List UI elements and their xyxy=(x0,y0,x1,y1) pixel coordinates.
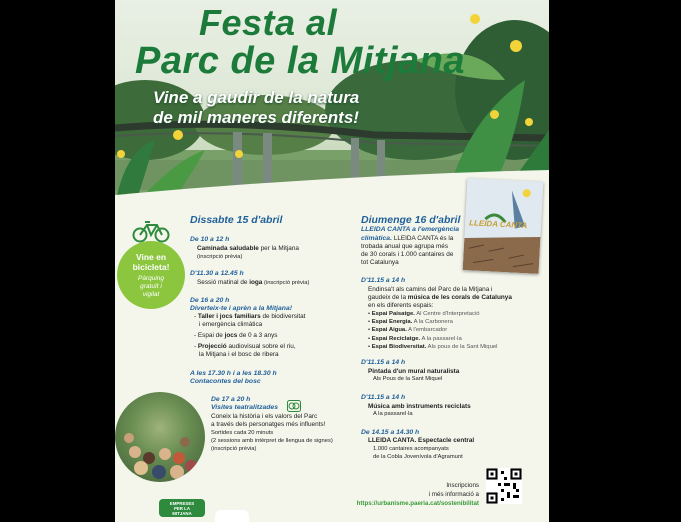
saturday-heading: Dissabte 15 d'abril xyxy=(190,214,283,226)
empreses-mitjana-logo xyxy=(159,499,205,517)
bike-parking-badge xyxy=(117,241,185,309)
coral-space-item: • Espai Paisatge. Al Centre d'Interpretació xyxy=(368,311,480,317)
sun-event3-place: Als Pous de la Sant Miquel xyxy=(373,376,443,382)
coral-space-item: • Espai Biodiversitat. Als pous de la Sant Miquel xyxy=(368,343,498,350)
logo-line1: EMPRESES xyxy=(169,501,195,506)
sat-event3-time: De 16 a 20 h xyxy=(190,297,230,304)
tagline-line1: Vine a gaudir de la natura xyxy=(153,88,360,107)
sat-event5-time: De 17 a 20 h xyxy=(211,396,251,403)
sat-event5-line2: a través dels personatges més influents! xyxy=(211,421,326,428)
event-poster xyxy=(115,0,549,522)
storytelling-photo xyxy=(115,392,205,482)
sat-event3-item1-line2: i emergència climàtica xyxy=(199,321,263,328)
sun-event1-line3: de 30 corals i 1.000 cantaires de xyxy=(361,251,454,258)
sun-event5-name: LLEIDA CANTA. Espectacle central xyxy=(368,437,475,444)
sat-event5-line1: Coneix la història i els valors del Parc xyxy=(211,413,318,420)
sunday-heading: Diumenge 16 d'abril xyxy=(361,214,461,226)
sun-event2-line3: en els diferents espais: xyxy=(368,302,434,309)
bicycle-icon xyxy=(132,219,170,243)
sat-event5-line5: (inscripció prèvia) xyxy=(211,446,257,452)
sat-event4-name: Contacontes del bosc xyxy=(190,378,261,385)
sat-event3-item2: - Espai de jocs de 0 a 3 anys xyxy=(194,332,278,339)
sun-event5-line2: de la Cobla Jovenívola d'Agramunt xyxy=(373,454,463,460)
poster-title-line1: Festa al xyxy=(199,2,338,43)
sun-event2-line1: Endinsa't als camins del Parc de la Mitjana i xyxy=(368,286,493,293)
sun-event1-title: LLEIDA CANTA a l'emergència xyxy=(361,226,460,233)
theatre-masks-icon xyxy=(287,400,301,412)
sun-event4-name: Música amb instruments reciclats xyxy=(368,403,471,410)
tagline-line2: de mil maneres diferents! xyxy=(153,108,359,127)
footer-info-line2: i més informació a xyxy=(428,491,479,498)
sun-event1-desc: climàtica. LLEIDA CANTA és la xyxy=(361,235,454,242)
coral-space-item: • Espai Reciclatge. A la passarel·la xyxy=(368,335,462,342)
sun-event4-time: D'11.15 a 14 h xyxy=(361,394,406,401)
footer-white-tab xyxy=(215,510,249,522)
sun-event1-line2: trobada anual que agrupa més xyxy=(361,243,449,250)
coral-space-item: • Espai Aigua. A l'embarcador xyxy=(368,327,448,334)
sat-event1-desc: Caminada saludable per la Mitjana xyxy=(197,245,299,252)
hero-illustration xyxy=(115,0,549,205)
bike-badge-line1: Vine en xyxy=(135,252,167,262)
sun-event1-line4: tot Catalunya xyxy=(361,259,399,266)
logo-line2: PER LA xyxy=(173,505,191,511)
sun-event5-time: De 14.15 a 14.30 h xyxy=(361,429,420,436)
sat-event3-item3-line2: la Mitjana i el bosc de ribera xyxy=(199,351,279,358)
sat-event3-item3: - Projecció audiovisual sobre el riu, xyxy=(194,343,296,350)
sat-event5-title: Visites teatralitzades xyxy=(211,404,278,411)
bike-badge-line3: Pàrquing xyxy=(137,275,165,282)
leaflet-title: LLEIDA CANTA xyxy=(468,218,528,231)
logo-line3: MITJANA xyxy=(172,510,192,516)
sun-event4-place: A la passarel·la xyxy=(373,411,413,417)
sat-event3-item1: - Taller i jocs familiars de biodiversitat xyxy=(194,313,306,320)
sat-event3-title: Diverteix-te i aprèn a la Mitjana! xyxy=(190,305,292,312)
bike-badge-line4: gratuït i xyxy=(140,283,162,290)
sun-event5-line1: 1.000 cantaires acompanyats xyxy=(373,446,449,452)
sat-event5-line3: Sortides cada 20 minuts xyxy=(211,430,274,436)
sun-event2-time: D'11.15 a 14 h xyxy=(361,277,406,284)
sun-event3-time: D'11.15 a 14 h xyxy=(361,359,406,366)
footer-info-line1: Inscripcions xyxy=(446,482,479,489)
sun-event3-name: Pintada d'un mural naturalista xyxy=(368,368,460,375)
sun-event2-line2: gaudeix de la música de les corals de Catalunya xyxy=(368,294,512,301)
sat-event4-time: A les 17.30 h i a les 18.30 h xyxy=(190,370,277,377)
sat-event1-time: De 10 a 12 h xyxy=(190,236,230,243)
poster-title-line2: Parc de la Mitjana xyxy=(135,40,466,82)
coral-space-item: • Espai Energia. A la Carbonera xyxy=(368,319,453,326)
lleida-canta-leaflet xyxy=(463,178,544,274)
sat-event5-line4: (2 sessions amb intèrpret de llengua de signes) xyxy=(211,438,333,444)
qr-code-pattern xyxy=(486,468,522,504)
sat-event2-desc: Sessió matinal de ioga (inscripció prèvia) xyxy=(197,279,310,286)
bike-badge-line5: vigilat xyxy=(142,291,160,298)
qr-code[interactable] xyxy=(486,468,522,504)
sat-event1-note: (inscripció prèvia) xyxy=(197,254,243,260)
more-info-link[interactable]: https://urbanisme.paeria.cat/sostenibilitat xyxy=(356,500,479,507)
audience-illustration xyxy=(115,392,205,482)
bike-badge-line2: bicicleta! xyxy=(132,262,170,272)
sat-event2-time: D'11.30 a 12.45 h xyxy=(190,270,244,277)
